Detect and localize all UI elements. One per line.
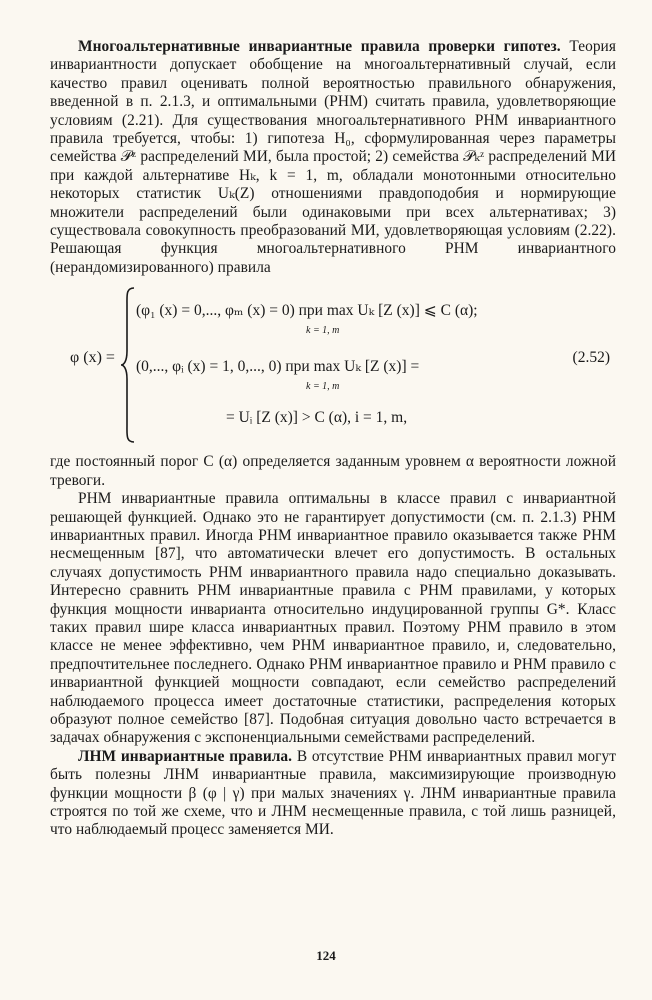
formula-2-52 [50, 285, 616, 445]
paragraph-text: В отсутствие РНМ инвариантных правил могут быть полезны ЛНМ инвариантные правила, максимизирующие производную функции мощности β (φ | γ) при малых значениях γ. ЛНМ инвариантные правила строятся по той же схеме, что и ЛНМ несмещенные правила, с той лишь разницей, что наблюдаемый процесс заменяется МИ. [50, 747, 616, 839]
paragraph-threshold: где постоянный порог C (α) определяется заданным уровнем α вероятности ложной тревоги. [50, 453, 616, 489]
page-number: 124 [316, 948, 336, 963]
paragraph-ump-invariant: РНМ инвариантные правила оптимальны в классе правил с инвариантной решающей функцией. Однако это не гарантирует допустимости (см. п. 2.1.3) РНМ инвариантных правил. Иногда РНМ инвариантное правило оказывается также РНМ несмещенным [87], что автоматически влечет его допустимость. В остальных случаях допустимость РНМ инвариантного правила надо специально доказывать. Интересно сравнить РНМ инвариантные правила с РНМ правилами, у которых функция мощности инварианта относительно индуцированной группы G*. Класс таких правил шире класса инвариантных правил. Поэтому РНМ правило в этом классе не менее эффективно, чем РНМ инвариантное правило, и, следовательно, предпочтительнее последнего. Однако РНМ инвариантное правило и РНМ правило с инвариантной функцией мощности совпадают, если семейство распределений наблюдаемого процесса имеет достаточные статистики, распределения которых образуют полное семейство [87]. Подобная ситуация довольно часто встречается в задачах обнаружения с экспоненциальными семействами распределений. [50, 490, 616, 747]
formula-case-2: (0,..., φᵢ (x) = 1, 0,..., 0) при max Uₖ [Z (x)] = [136, 358, 420, 376]
formula-case-2-subscript: k = 1, m [306, 381, 340, 393]
formula-case-2-continuation: = Uᵢ [Z (x)] > C (α), i = 1, m, [226, 409, 408, 427]
paragraph-lmp-invariant [50, 748, 616, 840]
formula-case-1-subscript: k = 1, m [306, 325, 340, 337]
paragraph-text: Теория инвариантности допускает обобщение на многоальтернативный случай, если качество правил оценивать полной вероятностью правильного обнаружения, введенной в п. 2.1.3, и оптимальными (РНМ) считать правила, удовлетворяющие условиям (2.21). Для существования многоальтернативного РНМ инвариантного правила требуется, чтобы: 1) гипотеза H₀, сформулированная через параметры семейства 𝒫ᶻ распределений МИ, была простой; 2) семейства 𝒫ₖᶻ распределений МИ при каждой альтернативе Hₖ, k = 1, m, обладали монотонными относительно некоторых статистик Uₖ(Z) отношениями правдоподобия и нормирующие множители распределений были одинаковыми при всех альтернативах; 3) существовала совокупность преобразований МИ, удовлетворяющая условиям (2.22). Решающая функция многоальтернативного РНМ инвариантного (нерандомизированного) правила [50, 38, 616, 276]
page-body [50, 38, 616, 840]
paragraph-heading: Многоальтернативные инвариантные правила проверки гипотез. [78, 38, 561, 55]
paragraph-heading: ЛНМ инвариантные правила. [78, 747, 293, 765]
formula-case-1: (φ₁ (x) = 0,..., φₘ (x) = 0) при max Uₖ [Z (x)] ⩽ C (α); [136, 302, 478, 320]
paragraph-multialternative [50, 38, 616, 277]
curly-brace-icon [120, 285, 136, 445]
formula-lhs: φ (x) = [70, 349, 115, 367]
equation-number: (2.52) [572, 349, 610, 367]
